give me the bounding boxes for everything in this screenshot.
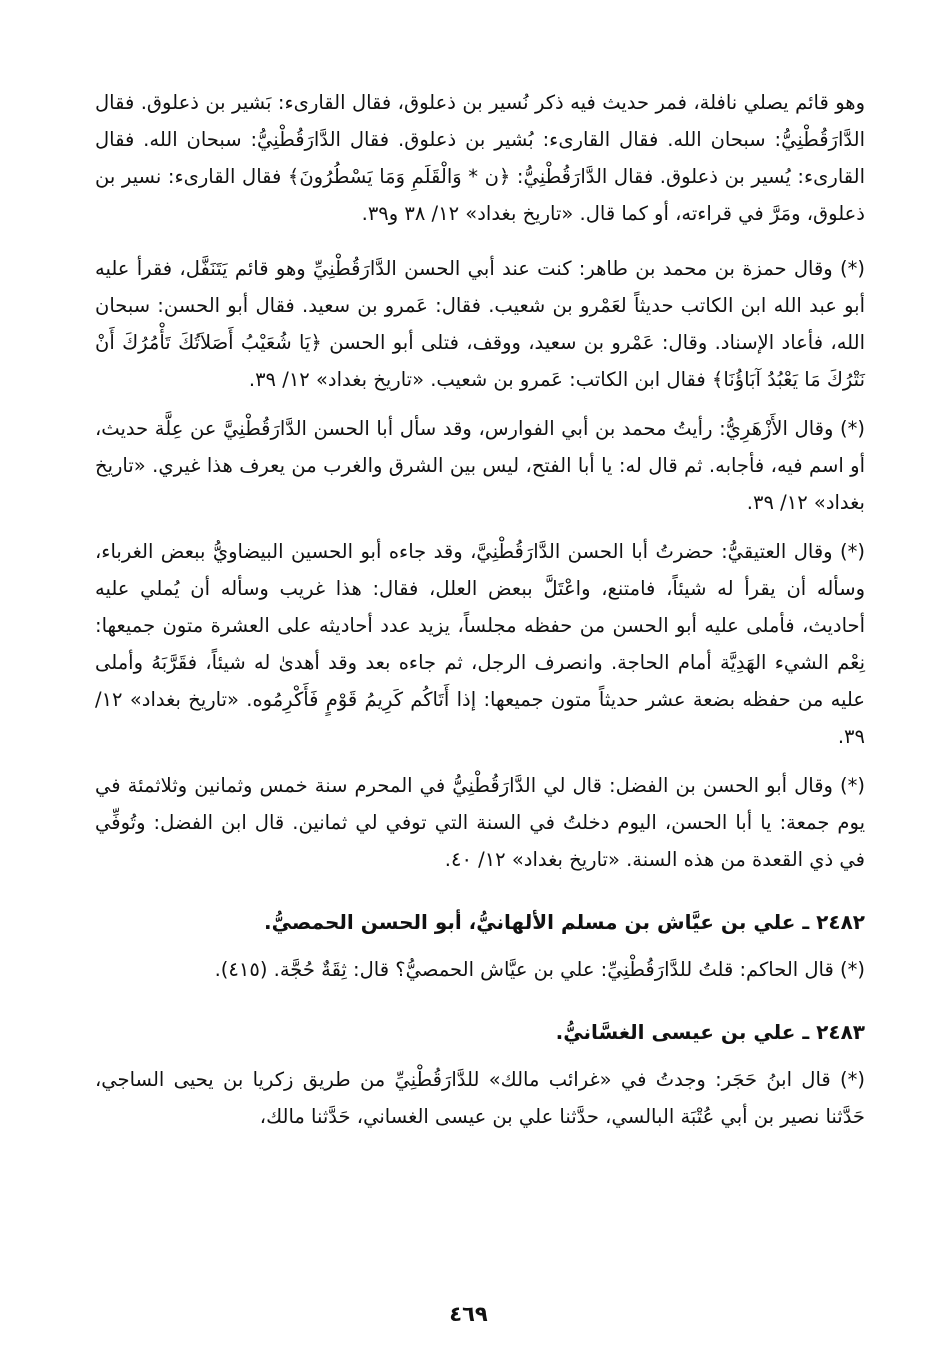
paragraph-atiqi: (*) وقال العتيقيُّ: حضرتُ أبا الحسن الدَّارَقُطْنِيَّ، وقد جاءه أبو الحسين البيضاويُّ ببعض الغرباء، وسأله أن يقرأ له شيئاً، فامتنع، واعْتَلَّ ببعض العلل، فقال: هذا غريب وسأله أن يُملي عليه أحاديث، فأملى عليه أبو الحسن من حفظه مجلساً، يزيد عدد أحاديثه على العشرة متون جميعها: نِعْم الشيء الهَدِيَّة أمام الحاجة. وانصرف الرجل، ثم جاءه بعد وقد أهدىٰ له شيئاً، فقَرَّبَهُ وأملى عليه من حفظه بضعة عشر حديثاً متون جميعها: إذا أَتَاكُم كَرِيمُ قَوْمٍ فَأَكْرِمُوه. «تاريخ بغداد» ١٢/ ٣٩. xyxy=(95,540,865,748)
entry-text-2483: (*) قال ابنُ حَجَر: وجدتُ في «غرائب مالك» للدَّارَقُطْنِيِّ من طريق زكريا بن يحيى الساجي، حَدَّثنا نصير بن أبي عُتْبَة البالسي، حدَّثنا علي بن عيسى الغساني، حَدَّثنا مالك، xyxy=(95,1068,865,1128)
entry-text-2482: (*) قال الحاكم: قلتُ للدَّارَقُطْنِيِّ: علي بن عيَّاش الحمصيُّ؟ قال: ثِقَةٌ حُجَّة. (٤١٥). xyxy=(214,958,865,981)
paragraph-hamza: (*) وقال حمزة بن محمد بن طاهر: كنت عند أبي الحسن الدَّارَقُطْنِيِّ وهو قائم يَتَنَفَّل، فقرأ عليه أبو عبد الله ابن الكاتب حديثاً لعَمْرو بن شعيب. فقال: عَمرو بن سعيد. فقال أبو الحسن: سبحان الله، فأعاد الإسناد. وقال: عَمْرو بن سعيد، ووقف، فتلى أبو الحسن ﴿يَا شُعَيْبُ أَصَلاَتُكَ تَأْمُرُكَ أَنْ نَتْرُكَ مَا يَعْبُدُ آبَاؤُنَا﴾ فقال ابن الكاتب: عَمرو بن شعيب. «تاريخ بغداد» ١٢/ ٣٩. xyxy=(95,257,865,391)
paragraph-continuation: وهو قائم يصلي نافلة، فمر حديث فيه ذكر نُسير بن ذعلوق، فقال القارىء: بَشير بن ذعلوق. فقال الدَّارَقُطْنِيُّ: سبحان الله. فقال القارىء: بُشير بن ذعلوق. فقال الدَّارَقُطْنِيُّ: سبحان الله. فقال القارىء: يُسير بن ذعلوق. فقال الدَّارَقُطْنِيُّ: ﴿ن * وَالْقَلَمِ وَمَا يَسْطُرُونَ﴾ فقال القارىء: نسير بن ذعلوق، ومَرَّ في قراءته، أو كما قال. «تاريخ بغداد» ١٢/ ٣٨ و٣٩. xyxy=(95,91,865,225)
document-page xyxy=(95,84,865,1135)
paragraph-ibn-fadl: (*) وقال أبو الحسن بن الفضل: قال لي الدَّارَقُطْنِيُّ في المحرم سنة خمس وثمانين وثلاثمئة في يوم جمعة: يا أبا الحسن، اليوم دخلتُ في السنة التي توفي لي ثمانين. قال ابن الفضل: وتُوفِّي في ذي القعدة من هذه السنة. «تاريخ بغداد» ١٢/ ٤٠. xyxy=(95,774,865,871)
entry-heading-2483: ٢٤٨٣ ـ علي بن عيسى الغسَّانيُّ. xyxy=(555,1020,865,1044)
page-number: ٤٦٩ xyxy=(449,1302,488,1326)
entry-heading-2482: ٢٤٨٢ ـ علي بن عيَّاش بن مسلم الألهانيُّ، أبو الحسن الحمصيُّ. xyxy=(264,910,865,934)
paragraph-azhari: (*) وقال الأَزْهَرِيُّ: رأيتُ محمد بن أبي الفوارس، وقد سأل أبا الحسن الدَّارَقُطْنِيَّ عن عِلَّة حديث، أو اسم فيه، فأجابه. ثم قال له: يا أبا الفتح، ليس بين الشرق والغرب من يعرف هذا غيري. «تاريخ بغداد» ١٢/ ٣٩. xyxy=(95,417,865,514)
